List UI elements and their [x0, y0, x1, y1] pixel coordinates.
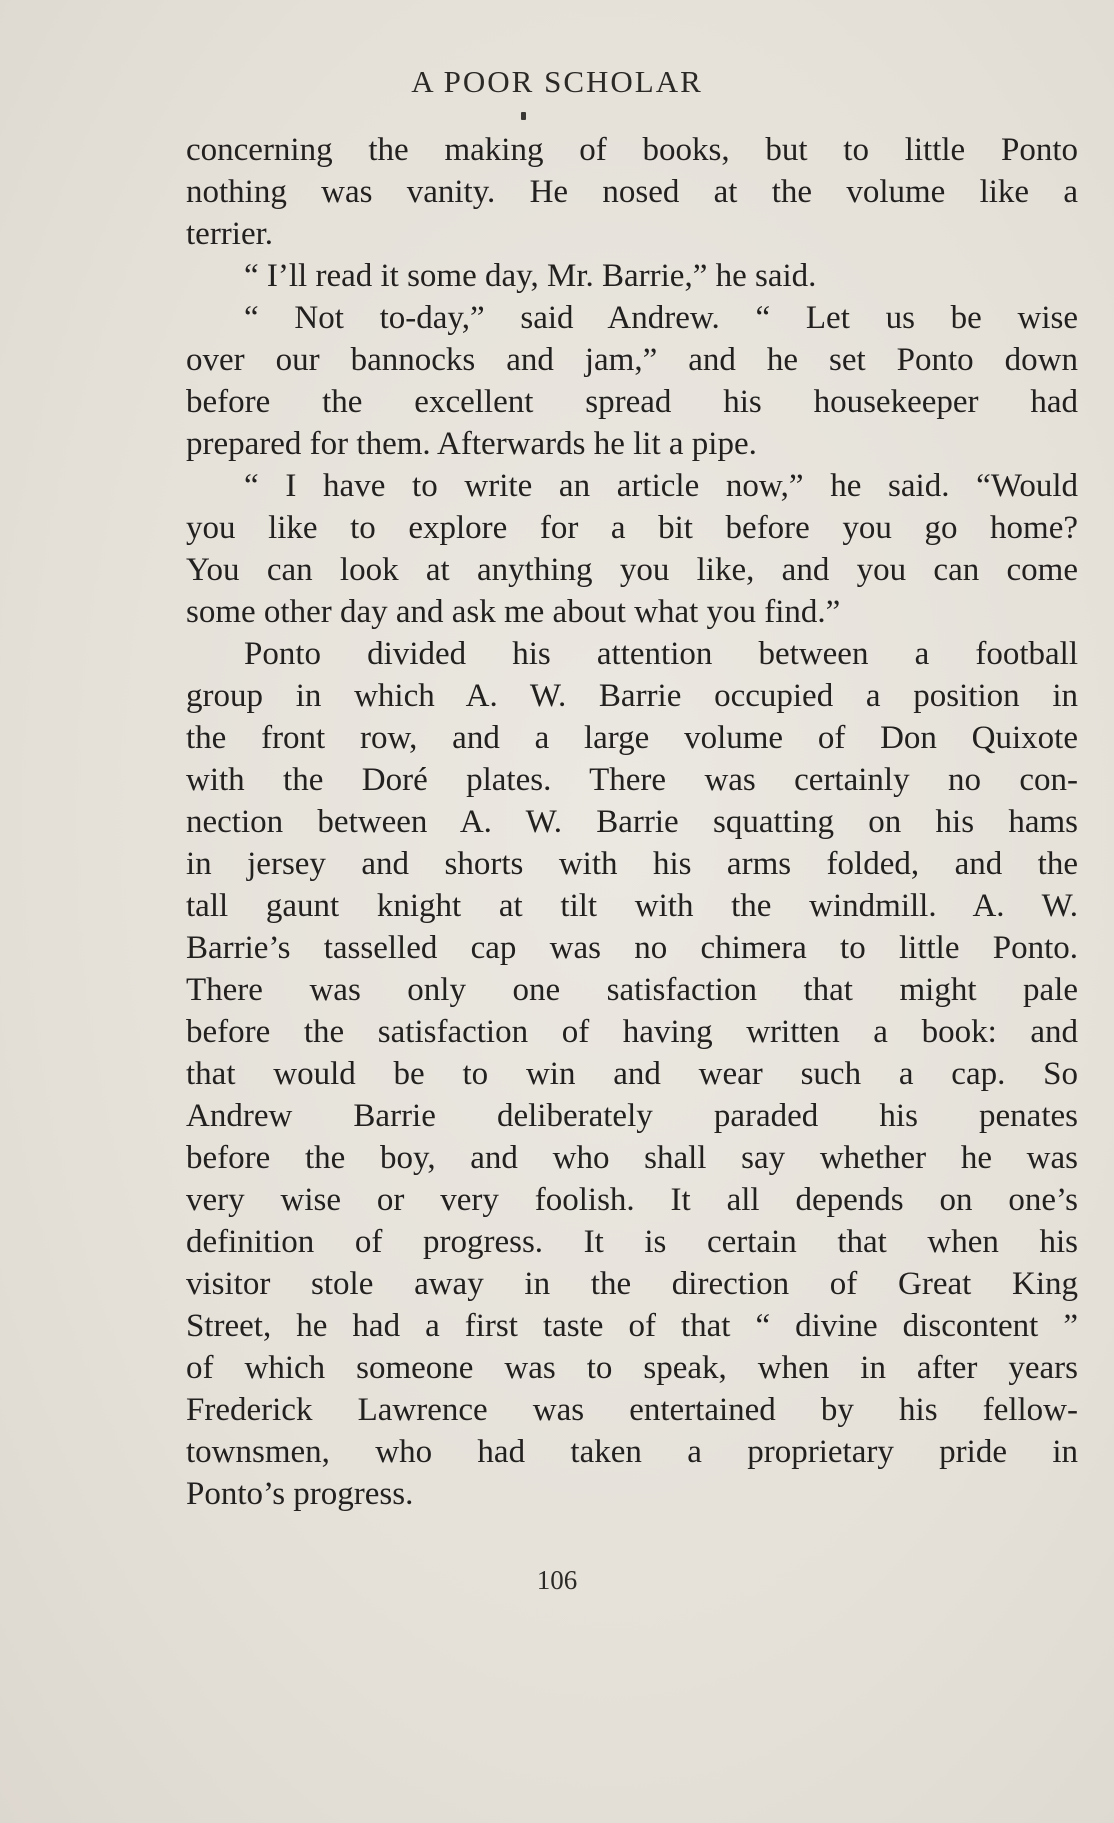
text-line: Frederick Lawrence was entertained by his fellow- [186, 1392, 1078, 1428]
running-head: A POOR SCHOLAR [411, 64, 703, 99]
text-line: prepared for them. Afterwards he lit a pipe. [186, 426, 757, 462]
text-line: townsmen, who had taken a proprietary pride in [186, 1434, 1078, 1470]
text-line: group in which A. W. Barrie occupied a position in [186, 678, 1078, 714]
text-line: some other day and ask me about what you find.” [186, 594, 841, 630]
text-line: tall gaunt knight at tilt with the windmill. A. W. [186, 888, 1078, 924]
text-line: in jersey and shorts with his arms folded, and the [186, 846, 1078, 882]
text-line: before the satisfaction of having written a book: and [186, 1014, 1078, 1050]
ornament-mark [521, 112, 526, 120]
text-line: “ I’ll read it some day, Mr. Barrie,” he said. [244, 258, 817, 294]
text-line: “ I have to write an article now,” he said. “Would [244, 468, 1078, 504]
text-line: Ponto’s progress. [186, 1476, 414, 1512]
text-line: definition of progress. It is certain that when his [186, 1224, 1078, 1260]
text-line: There was only one satisfaction that might pale [186, 972, 1078, 1008]
page-number: 106 [536, 1565, 578, 1595]
text-line: “ Not to-day,” said Andrew. “ Let us be wise [244, 300, 1078, 336]
text-line: You can look at anything you like, and you can come [186, 552, 1078, 588]
text-line: of which someone was to speak, when in after years [186, 1350, 1078, 1386]
text-line: visitor stole away in the direction of Great King [186, 1266, 1078, 1302]
text-line: nothing was vanity. He nosed at the volume like a [186, 174, 1078, 210]
text-line: that would be to win and wear such a cap. So [186, 1056, 1078, 1092]
text-line: before the excellent spread his housekeeper had [186, 384, 1078, 420]
text-line: over our bannocks and jam,” and he set Ponto down [186, 342, 1078, 378]
text-line: you like to explore for a bit before you go home? [186, 510, 1078, 546]
text-line: Barrie’s tasselled cap was no chimera to little Ponto. [186, 930, 1078, 966]
text-line: Ponto divided his attention between a football [244, 636, 1078, 672]
text-line: very wise or very foolish. It all depends on one’s [186, 1182, 1078, 1218]
body-text [186, 129, 1078, 1515]
text-line: terrier. [186, 216, 274, 252]
text-line: the front row, and a large volume of Don Quixote [186, 720, 1078, 756]
text-line: with the Doré plates. There was certainly no con- [186, 762, 1078, 798]
text-line: Street, he had a first taste of that “ divine discontent ” [186, 1308, 1078, 1344]
text-line: nection between A. W. Barrie squatting on his hams [186, 804, 1078, 840]
text-line: before the boy, and who shall say whether he was [186, 1140, 1078, 1176]
text-line: concerning the making of books, but to little Ponto [186, 132, 1078, 168]
text-line: Andrew Barrie deliberately paraded his penates [186, 1098, 1078, 1134]
